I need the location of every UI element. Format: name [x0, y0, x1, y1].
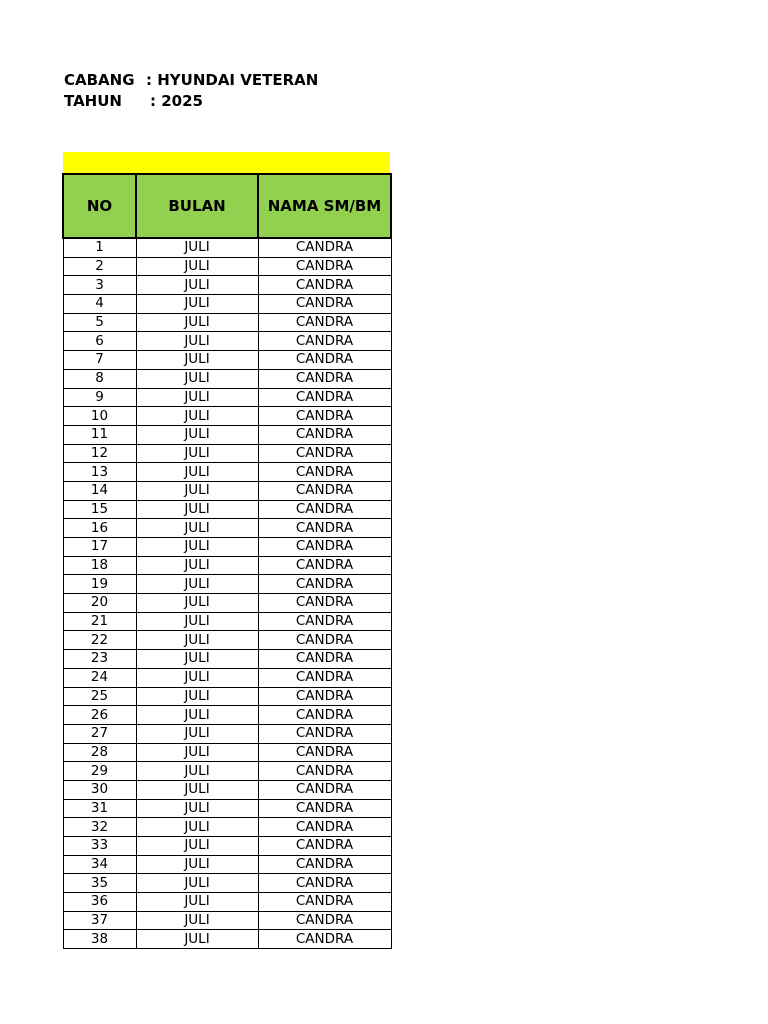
- table-row: [63, 257, 391, 276]
- cell-bulan: JULI: [136, 594, 258, 613]
- cell-no: 14: [63, 481, 136, 500]
- cell-bulan: JULI: [136, 687, 258, 706]
- cell-bulan: JULI: [136, 780, 258, 799]
- cell-no: 26: [63, 706, 136, 725]
- cell-no: 33: [63, 837, 136, 856]
- table-row: [63, 519, 391, 538]
- tahun-label: TAHUN: [64, 92, 122, 110]
- cabang-value: : HYUNDAI VETERAN: [146, 71, 319, 89]
- cell-no: 23: [63, 650, 136, 669]
- table-row: [63, 631, 391, 650]
- table-row: [63, 650, 391, 669]
- column-header-no: NO: [63, 174, 136, 238]
- table-row: [63, 407, 391, 426]
- cell-nama: CANDRA: [258, 687, 391, 706]
- cell-nama: CANDRA: [258, 762, 391, 781]
- cell-nama: CANDRA: [258, 257, 391, 276]
- cell-no: 16: [63, 519, 136, 538]
- table-row: [63, 837, 391, 856]
- cell-nama: CANDRA: [258, 650, 391, 669]
- cell-bulan: JULI: [136, 575, 258, 594]
- cell-bulan: JULI: [136, 238, 258, 257]
- cell-bulan: JULI: [136, 762, 258, 781]
- table-row: [63, 388, 391, 407]
- cell-no: 30: [63, 780, 136, 799]
- cell-bulan: JULI: [136, 911, 258, 930]
- cell-bulan: JULI: [136, 425, 258, 444]
- cell-no: 24: [63, 668, 136, 687]
- cell-bulan: JULI: [136, 481, 258, 500]
- cell-no: 3: [63, 276, 136, 295]
- table-row: [63, 874, 391, 893]
- yellow-highlight-band: [63, 152, 390, 173]
- cell-nama: CANDRA: [258, 668, 391, 687]
- table-row: [63, 724, 391, 743]
- table-row: [63, 687, 391, 706]
- cell-no: 21: [63, 612, 136, 631]
- cell-no: 37: [63, 911, 136, 930]
- cell-nama: CANDRA: [258, 351, 391, 370]
- cell-nama: CANDRA: [258, 724, 391, 743]
- cell-bulan: JULI: [136, 799, 258, 818]
- cell-no: 28: [63, 743, 136, 762]
- cell-nama: CANDRA: [258, 481, 391, 500]
- cell-no: 27: [63, 724, 136, 743]
- table-row: [63, 351, 391, 370]
- cell-bulan: JULI: [136, 556, 258, 575]
- cell-nama: CANDRA: [258, 818, 391, 837]
- table-row: [63, 893, 391, 912]
- cell-no: 5: [63, 313, 136, 332]
- cell-nama: CANDRA: [258, 313, 391, 332]
- cell-bulan: JULI: [136, 257, 258, 276]
- table-row: [63, 238, 391, 257]
- cell-no: 7: [63, 351, 136, 370]
- cell-bulan: JULI: [136, 388, 258, 407]
- cell-bulan: JULI: [136, 874, 258, 893]
- cell-nama: CANDRA: [258, 519, 391, 538]
- cell-nama: CANDRA: [258, 631, 391, 650]
- cell-bulan: JULI: [136, 351, 258, 370]
- cell-nama: CANDRA: [258, 594, 391, 613]
- cell-nama: CANDRA: [258, 388, 391, 407]
- cell-no: 11: [63, 425, 136, 444]
- cell-bulan: JULI: [136, 706, 258, 725]
- cell-bulan: JULI: [136, 612, 258, 631]
- cell-bulan: JULI: [136, 743, 258, 762]
- table-row: [63, 425, 391, 444]
- table-row: [63, 575, 391, 594]
- table-row: [63, 855, 391, 874]
- cell-bulan: JULI: [136, 930, 258, 949]
- table-row: [63, 799, 391, 818]
- table-row: [63, 463, 391, 482]
- cell-no: 25: [63, 687, 136, 706]
- table-row: [63, 780, 391, 799]
- cabang-line: [64, 70, 318, 91]
- cell-no: 32: [63, 818, 136, 837]
- cell-nama: CANDRA: [258, 276, 391, 295]
- cell-nama: CANDRA: [258, 855, 391, 874]
- cell-bulan: JULI: [136, 893, 258, 912]
- cell-bulan: JULI: [136, 463, 258, 482]
- cell-nama: CANDRA: [258, 743, 391, 762]
- cell-no: 2: [63, 257, 136, 276]
- cell-bulan: JULI: [136, 295, 258, 314]
- cell-no: 29: [63, 762, 136, 781]
- table-row: [63, 444, 391, 463]
- table-row: [63, 313, 391, 332]
- table-header-row: [63, 174, 391, 238]
- cell-nama: CANDRA: [258, 444, 391, 463]
- cell-nama: CANDRA: [258, 463, 391, 482]
- cell-no: 38: [63, 930, 136, 949]
- tahun-line: [64, 91, 318, 112]
- cell-nama: CANDRA: [258, 556, 391, 575]
- cabang-label: CABANG: [64, 71, 135, 89]
- table-row: [63, 818, 391, 837]
- table-row: [63, 295, 391, 314]
- document-header: [64, 70, 318, 112]
- cell-nama: CANDRA: [258, 893, 391, 912]
- cell-bulan: JULI: [136, 631, 258, 650]
- cell-no: 22: [63, 631, 136, 650]
- cell-nama: CANDRA: [258, 238, 391, 257]
- table-row: [63, 594, 391, 613]
- cell-nama: CANDRA: [258, 295, 391, 314]
- column-header-nama: NAMA SM/BM: [258, 174, 391, 238]
- table-row: [63, 706, 391, 725]
- cell-no: 20: [63, 594, 136, 613]
- tahun-value: : 2025: [150, 92, 203, 110]
- cell-nama: CANDRA: [258, 874, 391, 893]
- cell-nama: CANDRA: [258, 332, 391, 351]
- cell-nama: CANDRA: [258, 911, 391, 930]
- cell-nama: CANDRA: [258, 575, 391, 594]
- cell-no: 10: [63, 407, 136, 426]
- cell-no: 9: [63, 388, 136, 407]
- table-row: [63, 930, 391, 949]
- cell-nama: CANDRA: [258, 780, 391, 799]
- cell-nama: CANDRA: [258, 706, 391, 725]
- cell-bulan: JULI: [136, 500, 258, 519]
- cell-nama: CANDRA: [258, 369, 391, 388]
- cell-nama: CANDRA: [258, 837, 391, 856]
- cell-no: 34: [63, 855, 136, 874]
- cell-bulan: JULI: [136, 668, 258, 687]
- cell-bulan: JULI: [136, 313, 258, 332]
- cell-nama: CANDRA: [258, 799, 391, 818]
- table-row: [63, 332, 391, 351]
- table-row: [63, 538, 391, 557]
- table-row: [63, 668, 391, 687]
- cell-bulan: JULI: [136, 407, 258, 426]
- table-row: [63, 762, 391, 781]
- table-row: [63, 556, 391, 575]
- table-row: [63, 276, 391, 295]
- table-row: [63, 369, 391, 388]
- column-header-bulan: BULAN: [136, 174, 258, 238]
- table-row: [63, 911, 391, 930]
- cell-bulan: JULI: [136, 444, 258, 463]
- cell-no: 6: [63, 332, 136, 351]
- cell-bulan: JULI: [136, 855, 258, 874]
- cell-bulan: JULI: [136, 276, 258, 295]
- cell-bulan: JULI: [136, 650, 258, 669]
- cell-no: 15: [63, 500, 136, 519]
- table-row: [63, 481, 391, 500]
- cell-no: 12: [63, 444, 136, 463]
- cell-no: 8: [63, 369, 136, 388]
- data-table: [62, 173, 392, 949]
- table-row: [63, 743, 391, 762]
- cell-bulan: JULI: [136, 818, 258, 837]
- cell-nama: CANDRA: [258, 407, 391, 426]
- cell-no: 1: [63, 238, 136, 257]
- cell-no: 17: [63, 538, 136, 557]
- cell-bulan: JULI: [136, 538, 258, 557]
- cell-no: 31: [63, 799, 136, 818]
- table-row: [63, 500, 391, 519]
- cell-nama: CANDRA: [258, 538, 391, 557]
- cell-no: 18: [63, 556, 136, 575]
- cell-no: 4: [63, 295, 136, 314]
- cell-nama: CANDRA: [258, 930, 391, 949]
- table-body: [63, 238, 391, 949]
- cell-nama: CANDRA: [258, 500, 391, 519]
- cell-bulan: JULI: [136, 724, 258, 743]
- cell-no: 13: [63, 463, 136, 482]
- cell-no: 19: [63, 575, 136, 594]
- table-row: [63, 612, 391, 631]
- cell-nama: CANDRA: [258, 612, 391, 631]
- cell-bulan: JULI: [136, 332, 258, 351]
- cell-nama: CANDRA: [258, 425, 391, 444]
- cell-no: 35: [63, 874, 136, 893]
- cell-no: 36: [63, 893, 136, 912]
- cell-bulan: JULI: [136, 519, 258, 538]
- cell-bulan: JULI: [136, 369, 258, 388]
- cell-bulan: JULI: [136, 837, 258, 856]
